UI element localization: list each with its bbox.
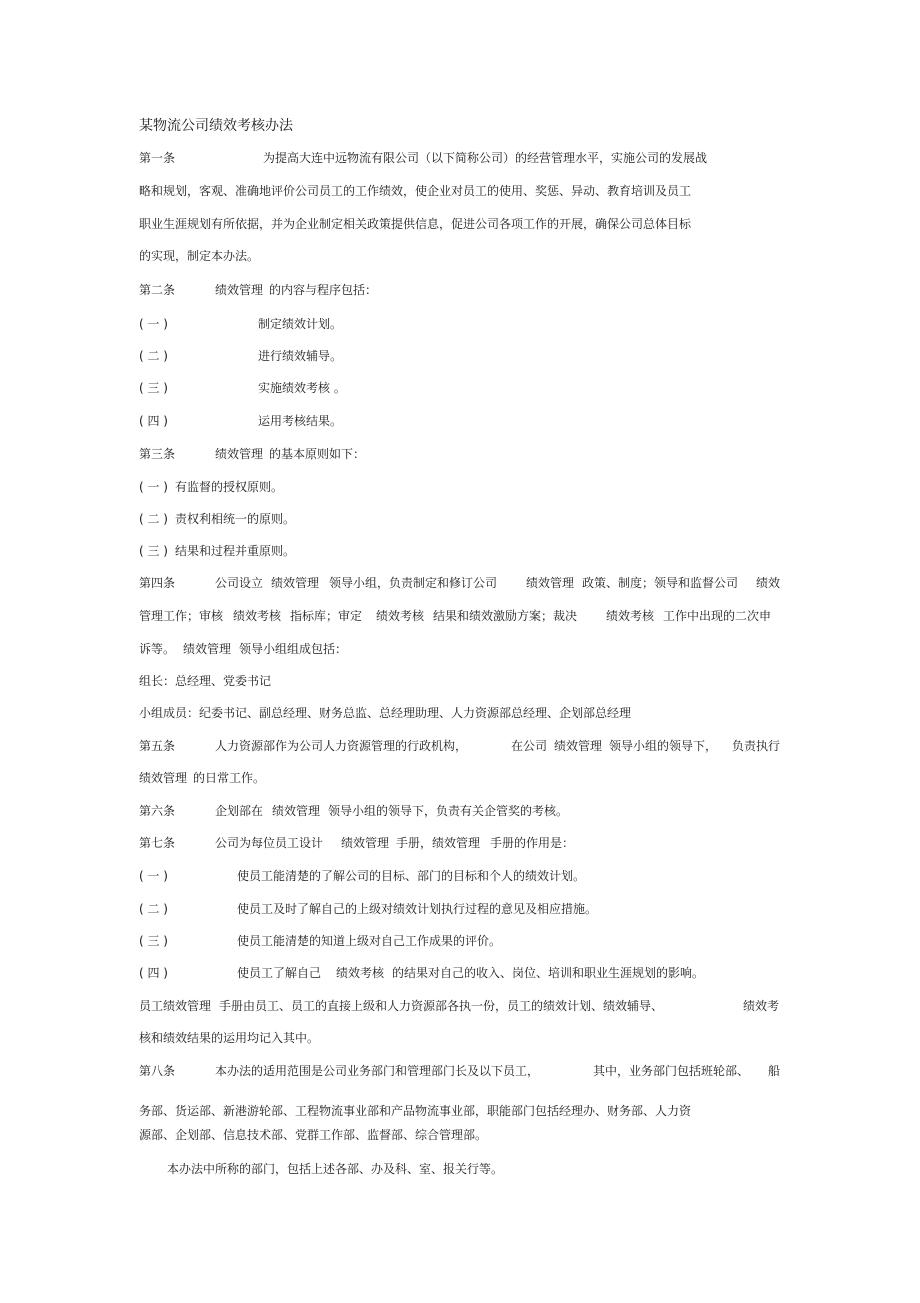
article-1-line-3: 职业生涯规划有所依据，并为企业制定相关政策提供信息，促进公司各项工作的开展，确保公司总体目标 <box>139 217 692 231</box>
article-4-line-2c: 指标库；审定 <box>290 609 363 623</box>
article-3-intro-text: 的基本原则如下： <box>269 447 366 461</box>
article-2-item-4-num: ( 四 ) <box>139 414 168 428</box>
article-5-line-1a: 人力资源部作为公司人力资源管理的行政机构， <box>215 739 468 753</box>
article-7-note-1c: 绩效考 <box>743 999 780 1013</box>
article-8-line-1b: 其中，业务部门包括班轮部、 <box>593 1064 750 1078</box>
article-4-line-1b: 绩效管理 <box>271 576 320 590</box>
article-7-label: 第七条 <box>139 836 176 850</box>
article-5-line-1b: 在公司 <box>511 739 548 753</box>
article-6-line-1b: 绩效管理 <box>272 804 321 818</box>
article-7-item-2-num: ( 二 ) <box>139 902 168 916</box>
article-5-line-2b: 的日常工作。 <box>193 771 266 785</box>
article-3-intro-term: 绩效管理 <box>215 447 264 461</box>
article-2-item-1-num: ( 一 ) <box>139 317 168 331</box>
document-title: 某物流公司绩效考核办法 <box>139 118 293 134</box>
article-3-intro <box>215 448 365 460</box>
article-4-line-2a: 管理工作；审核 <box>139 609 224 623</box>
article-6-label: 第六条 <box>139 804 176 818</box>
article-4-leader: 组长：总经理、党委书记 <box>139 674 272 688</box>
article-3-item-1-text: 有监督的授权原则。 <box>175 480 284 494</box>
article-7-item-4-text-c: 的结果对自己的收入、岗位、培训和职业生涯规划的影响。 <box>392 966 705 980</box>
article-4-line-3b: 绩效管理 <box>183 642 232 656</box>
article-7-item-4-text-a: 使员工了解自己 <box>237 966 322 980</box>
article-2-label: 第二条 <box>139 283 176 297</box>
article-4-line-2f: 绩效考核 <box>606 609 655 623</box>
article-7-note-1b: 手册由员工、员工的直接上级和人力资源部各执一份，员工的绩效计划、绩效辅导、 <box>219 999 664 1013</box>
article-3-item-2-num: ( 二 ) <box>139 512 168 526</box>
article-4-line-1f: 绩效 <box>756 576 781 590</box>
article-4-line-1a: 公司设立 <box>215 576 264 590</box>
article-4-line-2d: 绩效考核 <box>376 609 425 623</box>
article-5-line-1e: 负责执行 <box>732 739 781 753</box>
article-7-item-3-num: ( 三 ) <box>139 934 168 948</box>
article-7-item-4-text-b: 绩效考核 <box>336 966 385 980</box>
article-6-line-1a: 企划部在 <box>215 804 264 818</box>
article-4-line-1d: 绩效管理 <box>526 576 575 590</box>
article-2-intro <box>215 284 377 296</box>
article-3-label: 第三条 <box>139 447 176 461</box>
article-8-line-1c: 船 <box>768 1064 781 1078</box>
article-3-item-3-text: 结果和过程并重原则。 <box>175 544 296 558</box>
article-8-closing: 本办法中所称的部门，包括上述各部、办及科、室、报关行等。 <box>167 1162 504 1176</box>
article-2-intro-term: 绩效管理 <box>215 283 264 297</box>
article-8-label: 第八条 <box>139 1064 176 1078</box>
article-4-line-3a: 诉等。 <box>139 642 176 656</box>
article-5-line-2a: 绩效管理 <box>139 771 188 785</box>
article-5-label: 第五条 <box>139 739 176 753</box>
article-4-label: 第四条 <box>139 576 176 590</box>
article-2-item-3-num: ( 三 ) <box>139 381 168 395</box>
article-4-line-2b: 绩效考核 <box>233 609 282 623</box>
article-7-item-1-num: ( 一 ) <box>139 869 168 883</box>
article-5-line-1c: 绩效管理 <box>554 739 603 753</box>
article-3-item-3-num: ( 三 ) <box>139 544 168 558</box>
article-1-line-2: 略和规划，客观、准确地评价公司员工的工作绩效，使企业对员工的使用、奖惩、异动、教育培训及员工 <box>139 184 692 198</box>
article-1-line-1: 为提高大连中远物流有限公司（以下简称公司）的经营管理水平，实施公司的发展战 <box>263 151 708 165</box>
article-8-line-3: 源部、企划部、信息技术部、党群工作部、监督部、综合管理部。 <box>139 1128 488 1142</box>
article-2-item-4-text: 运用考核结果。 <box>258 414 343 428</box>
article-2-item-3-text: 实施绩效考核 。 <box>258 381 346 395</box>
article-4-line-2e: 结果和绩效激励方案；裁决 <box>433 609 578 623</box>
article-4-line-1c: 领导小组，负责制定和修订公司 <box>329 576 498 590</box>
article-7-intro-c: 手册，绩效管理 <box>396 836 481 850</box>
article-3-item-1-num: ( 一 ) <box>139 480 168 494</box>
article-4-members: 小组成员：纪委书记、副总经理、财务总监、总经理助理、人力资源部总经理、企划部总经理 <box>139 706 632 720</box>
article-8-line-1a: 本办法的适用范围是公司业务部门和管理部门长及以下员工， <box>215 1064 540 1078</box>
article-2-intro-text: 的内容与程序包括： <box>269 283 378 297</box>
article-8-line-2: 务部、货运部、新港游轮部、工程物流事业部和产品物流事业部，职能部门包括经理办、财务部、人力资 <box>139 1104 692 1118</box>
article-1-label: 第一条 <box>139 151 176 165</box>
article-7-item-3-text: 使员工能清楚的知道上级对自己工作成果的评价。 <box>237 934 502 948</box>
article-2-item-2-text: 进行绩效辅导。 <box>258 349 343 363</box>
article-6-line-1c: 领导小组的领导下，负责有关企管奖的考核。 <box>328 804 569 818</box>
article-5-line-1d: 领导小组的领导下， <box>609 739 718 753</box>
article-2-item-2-num: ( 二 ) <box>139 349 168 363</box>
article-1-line-4: 的实现，制定本办法。 <box>139 249 260 263</box>
article-7-intro-d: 手册的作用是： <box>490 836 575 850</box>
article-4-line-1e: 政策、制度；领导和监督公司 <box>582 576 739 590</box>
article-7-item-2-text: 使员工及时了解自己的上级对绩效计划执行过程的意见及相应措施。 <box>237 902 598 916</box>
article-7-intro-a: 公司为每位员工设计 <box>215 836 324 850</box>
article-2-item-1-text: 制定绩效计划。 <box>258 317 343 331</box>
article-7-item-1-text: 使员工能清楚的了解公司的目标、部门的目标和个人的绩效计划。 <box>237 869 586 883</box>
article-4-line-2g: 工作中出现的二次申 <box>663 609 772 623</box>
article-7-note-2: 核和绩效结果的运用均记入其中。 <box>139 1031 320 1045</box>
article-7-note-1a: 员工绩效管理 <box>139 999 212 1013</box>
article-3-item-2-text: 责权利相统一的原则。 <box>175 512 296 526</box>
article-7-intro-b: 绩效管理 <box>341 836 390 850</box>
article-7-item-4-num: ( 四 ) <box>139 966 168 980</box>
article-4-line-3c: 领导小组组成包括： <box>239 642 348 656</box>
